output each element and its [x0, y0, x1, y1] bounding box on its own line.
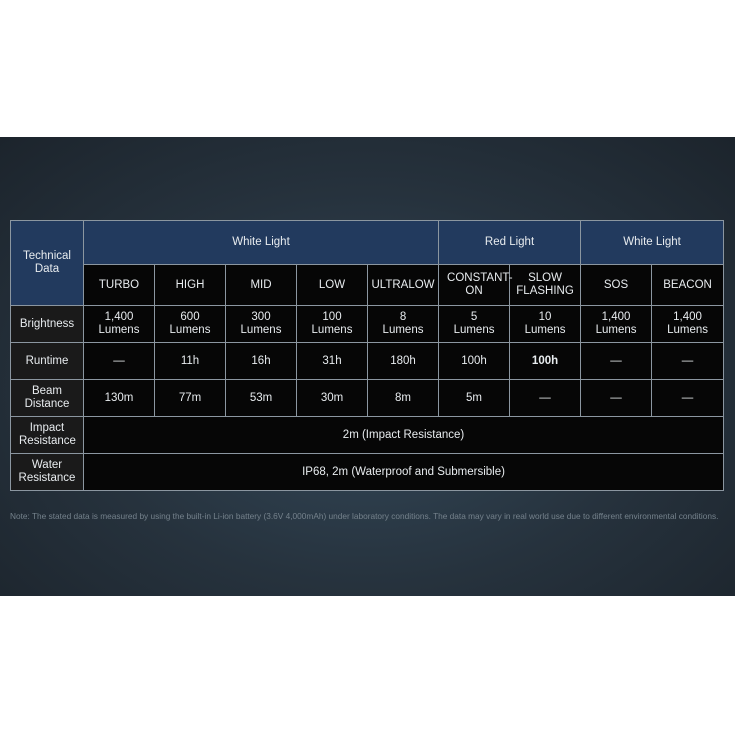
row-label-beam-distance: Beam Distance — [11, 380, 84, 417]
technical-data-table — [10, 220, 724, 491]
table-cell: — — [581, 343, 652, 380]
table-cell: 10 Lumens — [510, 306, 581, 343]
table-cell: 8m — [368, 380, 439, 417]
beam-distance-row — [11, 380, 724, 417]
table-cell: 8 Lumens — [368, 306, 439, 343]
table-cell: 53m — [226, 380, 297, 417]
table-cell: 600 Lumens — [155, 306, 226, 343]
table-cell: 180h — [368, 343, 439, 380]
mode-low: LOW — [297, 265, 368, 306]
table-cell: 16h — [226, 343, 297, 380]
spec-panel — [0, 137, 735, 596]
group-header-row — [11, 221, 724, 265]
table-cell: 31h — [297, 343, 368, 380]
table-cell: 1,400 Lumens — [84, 306, 155, 343]
mode-constant-on: CONSTANT-ON — [439, 265, 510, 306]
mode-sos: SOS — [581, 265, 652, 306]
row-label-brightness: Brightness — [11, 306, 84, 343]
group-red-light: Red Light — [439, 221, 581, 265]
table-cell: 300 Lumens — [226, 306, 297, 343]
table-cell: 5m — [439, 380, 510, 417]
group-white-light-2: White Light — [581, 221, 724, 265]
table-cell: 100h — [439, 343, 510, 380]
table-cell: 1,400 Lumens — [652, 306, 724, 343]
table-cell: 77m — [155, 380, 226, 417]
footnote: Note: The stated data is measured by using the built-in Li-ion battery (3.6V 4,000mAh) under laboratory conditions. The data may vary in real world use due to different environmental conditions. — [10, 511, 719, 521]
table-cell: 5 Lumens — [439, 306, 510, 343]
table-cell: 100h — [510, 343, 581, 380]
mode-slow-flashing: SLOW FLASHING — [510, 265, 581, 306]
table-cell: 130m — [84, 380, 155, 417]
table-cell: 100 Lumens — [297, 306, 368, 343]
mode-beacon: BEACON — [652, 265, 724, 306]
table-cell: — — [510, 380, 581, 417]
corner-label: Technical Data — [11, 221, 84, 306]
impact-resistance-value: 2m (Impact Resistance) — [84, 417, 724, 454]
group-white-light: White Light — [84, 221, 439, 265]
table-cell: — — [652, 343, 724, 380]
mode-header-row — [11, 265, 724, 306]
runtime-row — [11, 343, 724, 380]
table-cell: 11h — [155, 343, 226, 380]
table-cell: — — [652, 380, 724, 417]
table-cell: — — [581, 380, 652, 417]
row-label-runtime: Runtime — [11, 343, 84, 380]
table-cell: 30m — [297, 380, 368, 417]
mode-mid: MID — [226, 265, 297, 306]
water-resistance-row — [11, 454, 724, 491]
brightness-row — [11, 306, 724, 343]
mode-ultralow: ULTRALOW — [368, 265, 439, 306]
table-cell: — — [84, 343, 155, 380]
mode-high: HIGH — [155, 265, 226, 306]
row-label-water-resistance: Water Resistance — [11, 454, 84, 491]
mode-turbo: TURBO — [84, 265, 155, 306]
table-cell: 1,400 Lumens — [581, 306, 652, 343]
row-label-impact-resistance: Impact Resistance — [11, 417, 84, 454]
water-resistance-value: IP68, 2m (Waterproof and Submersible) — [84, 454, 724, 491]
impact-resistance-row — [11, 417, 724, 454]
